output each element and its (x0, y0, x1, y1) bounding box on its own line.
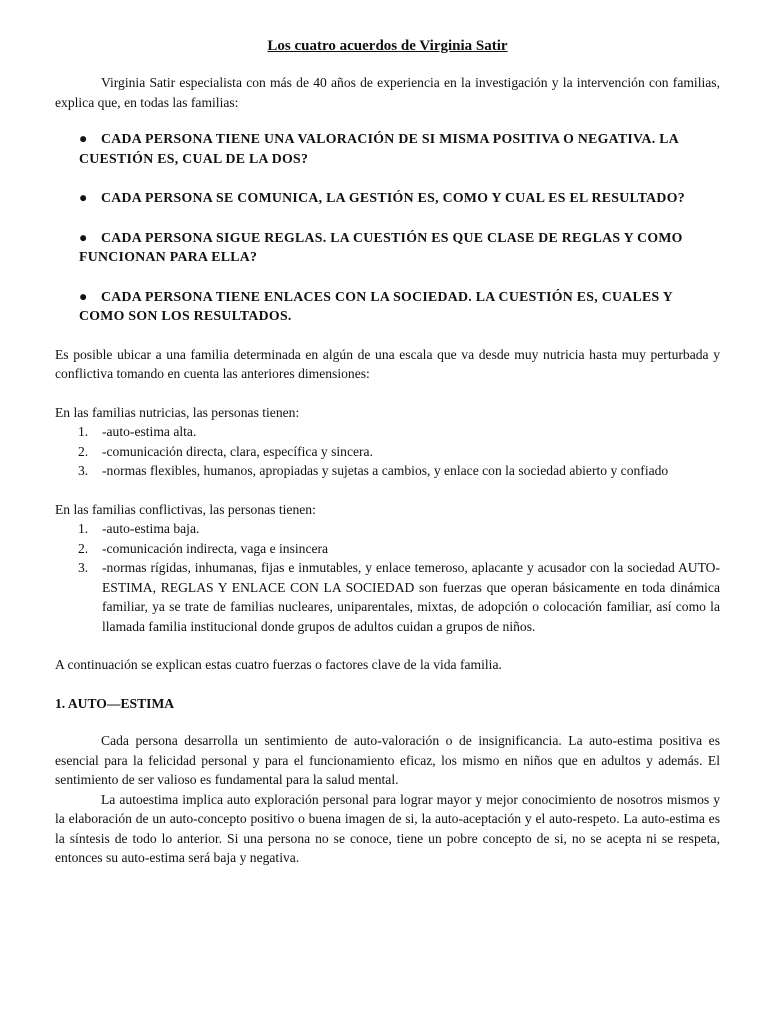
list-item: 2. -comunicación directa, clara, específica y sincera. (78, 443, 373, 459)
body-paragraph: La autoestima implica auto exploración personal para lograr mayor y mejor conocimiento de nosotros mismos y la elaboración de un auto-concepto positivo o buena imagen de si, la auto-aceptación y el auto-respeto. La auto-estima es la síntesis de todo lo anterior. Si una persona no se conoce, tiene un pobre concepto de si, no se acepta ni se respeta, entonces su auto-estima será baja y negativa. (55, 791, 720, 865)
nutricias-heading: En las familias nutricias, las personas tienen: (55, 404, 300, 420)
agreement-item: ● CADA PERSONA TIENE UNA VALORACIÓN DE SI MISMA POSITIVA O NEGATIVA. LA CUESTIÓN ES, CUAL DE LA DOS? (79, 131, 679, 166)
conflictivas-heading: En las familias conflictivas, las personas tienen: (55, 501, 316, 517)
bullet-icon: ● (79, 288, 88, 304)
bullet-icon: ● (79, 131, 88, 146)
agreement-item: ● CADA PERSONA TIENE ENLACES CON LA SOCIEDAD. LA CUESTIÓN ES, CUALES Y COMO SON LOS RESULTADOS. (79, 288, 673, 323)
agreement-item: ● CADA PERSONA SIGUE REGLAS. LA CUESTIÓN ES QUE CLASE DE REGLAS Y COMO FUNCIONAN PARA ELLA? (79, 229, 683, 264)
document-title: Los cuatro acuerdos de Virginia Satir (267, 38, 508, 54)
section-heading: 1. AUTO—ESTIMA (55, 695, 175, 711)
nutricias-list (55, 422, 720, 481)
scale-paragraph: Es posible ubicar a una familia determinada en algún de una escala que va desde muy nutricia hasta muy perturbada y conflictiva tomando en cuenta las anteriores dimensiones: (55, 346, 720, 381)
bullet-icon: ● (79, 190, 88, 205)
bullet-icon: ● (79, 229, 88, 245)
conflictivas-list (55, 519, 720, 636)
list-item: 3. -normas rígidas, inhumanas, fijas e inmutables, y enlace temeroso, aplacante y acusador con la sociedad AUTO-ESTIMA, REGLAS Y ENLACE CON LA SOCIEDAD son fuerzas que operan básicamente en toda dinámica familiar, ya se trate de familias nucleares, uniparentales, mixtas, de adopción o colocación familiar, así como la llamada familia institucional donde grupos de adultos cuidan a grupos de niños. (78, 560, 720, 634)
agreement-item: ● CADA PERSONA SE COMUNICA, LA GESTIÓN ES, COMO Y CUAL ES EL RESULTADO? (79, 188, 720, 208)
continuation-paragraph: A continuación se explican estas cuatro fuerzas o factores clave de la vida familia. (55, 657, 502, 672)
list-item: 2. -comunicación indirecta, vaga e insincera (78, 540, 329, 556)
list-item: 3. -normas flexibles, humanos, apropiadas y sujetas a cambios, y enlace con la sociedad abierto y confiado (78, 463, 669, 478)
body-paragraph: Cada persona desarrolla un sentimiento de auto-valoración o de insignificancia. La auto-estima positiva es esencial para la felicidad personal y para el funcionamiento eficaz, los mismo en niños que en adultos y además. El sentimiento de ser valioso es fundamental para la salud mental. (55, 733, 720, 787)
list-item: 1. -auto-estima alta. (78, 424, 197, 439)
intro-paragraph: Virginia Satir especialista con más de 40 años de experiencia en la investigación y la intervención con familias, explica que, en todas las familias: (55, 75, 720, 110)
agreements-list (55, 129, 720, 326)
list-item: 1. -auto-estima baja. (78, 521, 200, 536)
